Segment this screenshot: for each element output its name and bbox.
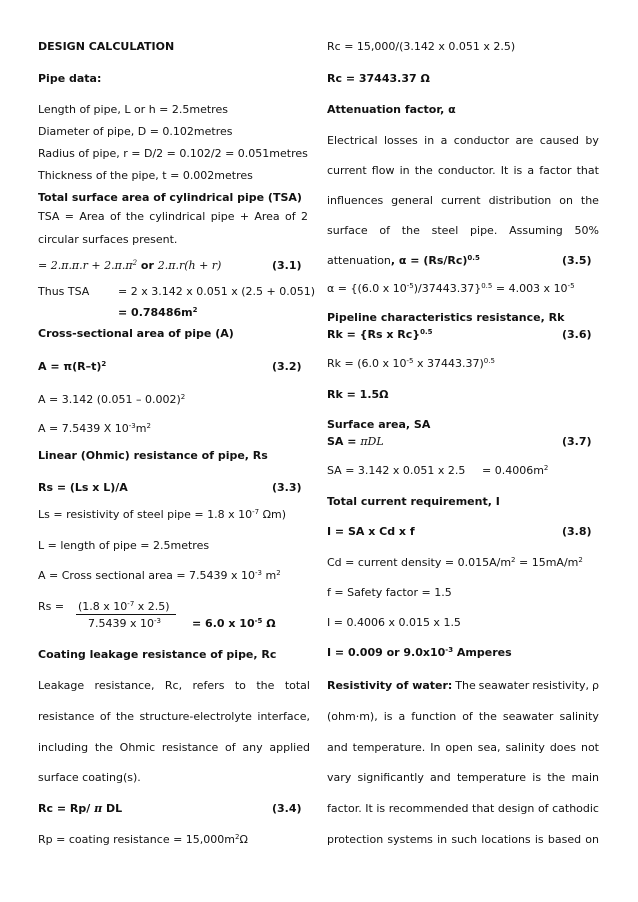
current-result: I = 0.009 or $9.0x10^{-3}$ Amperes xyxy=(327,646,512,659)
resistivity-line3: and temperature. In open sea, salinity does not xyxy=(327,741,599,754)
cd-definition: Cd = current density = $0.015A/m^2 = 15mA/m^2$ xyxy=(327,556,583,569)
pipeline-resistance-heading: Pipeline characteristics resistance, Rk xyxy=(327,311,565,324)
alpha-calculation: α = {(6.0 x $10^{-5})/37443.37\}^{0.5} = 4.003$ x $10^{-5}$ xyxy=(327,282,575,295)
attenuation-text-line1: Electrical losses in a conductor are caused by xyxy=(327,134,599,147)
rs-result: = 6.0 x $10^{-5}$ Ω xyxy=(192,617,276,630)
area-result: A = 7.5439 X $10^{-3}m^2$ xyxy=(38,422,151,435)
resistivity-line6: protection systems in such locations is based on xyxy=(327,833,599,846)
fraction-bar xyxy=(76,614,176,615)
leakage-line4: surface coating(s). xyxy=(38,771,141,784)
rk-formula: Rk = {Rs x Rc}$^{0.5}$ xyxy=(327,328,433,341)
area-calculation: A = 3.142 (0.051 – 0.002)$^2$ xyxy=(38,393,186,406)
equation-number: (3.2) xyxy=(272,360,302,373)
current-calculation: I = 0.4006 x 0.015 x 1.5 xyxy=(327,616,461,629)
equation-number: (3.4) xyxy=(272,802,302,815)
sa-formula: SA = πDL xyxy=(327,435,384,448)
rs-label: Rs = xyxy=(38,600,65,613)
surface-area-heading: Surface area, SA xyxy=(327,418,431,431)
attenuation-heading: Attenuation factor, α xyxy=(327,103,456,116)
resistivity-line1: Resistivity of water: The seawater resistivity, ρ xyxy=(327,679,599,692)
attenuation-text-line4: surface of the steel pipe. Assuming 50% xyxy=(327,224,599,237)
sa-calculation: SA = 3.142 x 0.051 x 2.5 xyxy=(327,464,466,477)
equation-number: (3.8) xyxy=(562,525,592,538)
tsa-definition-line1: TSA = Area of the cylindrical pipe + Area of 2 xyxy=(38,210,308,223)
tsa-result: = $0.78486m^2$ xyxy=(118,306,198,319)
resistivity-line4: vary significantly and temperature is the main xyxy=(327,771,599,784)
rs-formula: Rs = (Ls x L)/A xyxy=(38,481,128,494)
thus-tsa-value: = 2 x 3.142 x 0.051 x (2.5 + 0.051) xyxy=(118,285,315,298)
tsa-heading: Total surface area of cylindrical pipe (TSA) xyxy=(38,191,302,204)
linear-resistance-heading: Linear (Ohmic) resistance of pipe, Rs xyxy=(38,449,268,462)
tsa-formula: = $2.\pi.\pi.r + 2.\pi.\pi^2$ or 2.π.r(h + r) xyxy=(38,259,222,272)
rc-calculation: Rc = 15,000/(3.142 x 0.051 x 2.5) xyxy=(327,40,516,53)
coating-heading: Coating leakage resistance of pipe, Rc xyxy=(38,648,277,661)
equation-number: (3.3) xyxy=(272,481,302,494)
thus-tsa-label: Thus TSA xyxy=(38,285,90,298)
leakage-line1: Leakage resistance, Rc, refers to the total xyxy=(38,679,310,692)
f-definition: f = Safety factor = 1.5 xyxy=(327,586,452,599)
attenuation-formula: attenuation, $\alpha = (Rs/Rc)^{0.5}$ xyxy=(327,254,480,267)
total-current-heading: Total current requirement, I xyxy=(327,495,500,508)
resistivity-line2: (ohm·m), is a function of the seawater salinity xyxy=(327,710,599,723)
tsa-definition-line2: circular surfaces present. xyxy=(38,233,178,246)
leakage-line3: including the Ohmic resistance of any applied xyxy=(38,741,310,754)
rp-definition: Rp = coating resistance = $15,000m^2\Omega$ xyxy=(38,833,248,846)
csa-heading: Cross-sectional area of pipe (A) xyxy=(38,327,234,340)
equation-number: (3.5) xyxy=(562,254,592,267)
pipe-data-heading: Pipe data: xyxy=(38,72,102,85)
area-definition: A = Cross sectional area = 7.5439 x $10^{-3}$ $m^2$ xyxy=(38,569,281,582)
pipe-length: Length of pipe, L or h = 2.5metres xyxy=(38,103,228,116)
rs-numerator: (1.8 x $10^{-7}$ x 2.5) xyxy=(78,600,170,613)
rk-result: Rk = 1.5Ω xyxy=(327,388,389,401)
area-formula: $A = \pi(R-t)^2$ xyxy=(38,360,107,373)
ls-definition: Ls = resistivity of steel pipe = 1.8 x $10^{-7}$ Ωm) xyxy=(38,508,287,521)
resistivity-line5: factor. It is recommended that design of cathodic xyxy=(327,802,599,815)
rc-formula: Rc = Rp/ π DL xyxy=(38,802,123,815)
attenuation-text-line3: influences general current distribution on the xyxy=(327,194,599,207)
pipe-diameter: Diameter of pipe, D = 0.102metres xyxy=(38,125,233,138)
rs-denominator: 7.5439 x $10^{-3}$ xyxy=(88,617,161,630)
current-formula: I = SA x Cd x f xyxy=(327,525,415,538)
rk-calculation: Rk = (6.0 x $10^{-5}$ x 37443.37)$^{0.5}$ xyxy=(327,357,495,370)
pipe-thickness: Thickness of the pipe, t = 0.002metres xyxy=(38,169,253,182)
equation-number: (3.6) xyxy=(562,328,592,341)
sa-result: = $0.4006m^2$ xyxy=(482,464,549,477)
pipe-radius: Radius of pipe, r = D/2 = 0.102/2 = 0.051metres xyxy=(38,147,308,160)
l-definition: L = length of pipe = 2.5metres xyxy=(38,539,210,552)
equation-number: (3.1) xyxy=(272,259,302,272)
attenuation-text-line2: current flow in the conductor. It is a factor that xyxy=(327,164,599,177)
rc-result: Rc = 37443.37 Ω xyxy=(327,72,430,85)
leakage-line2: resistance of the structure-electrolyte interface, xyxy=(38,710,310,723)
section-heading: DESIGN CALCULATION xyxy=(38,40,175,53)
equation-number: (3.7) xyxy=(562,435,592,448)
